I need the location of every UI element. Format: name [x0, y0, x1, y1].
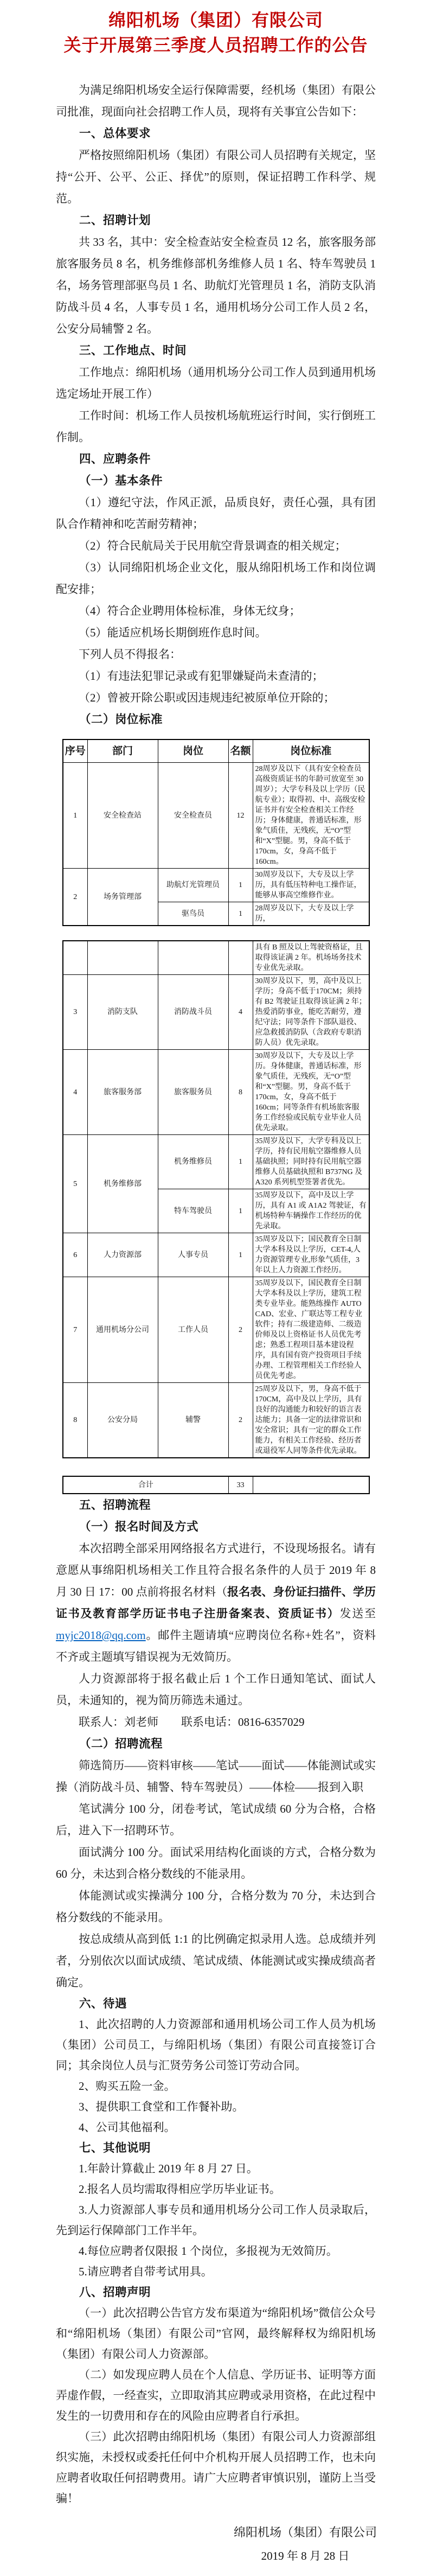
- table-row: [63, 1050, 369, 1135]
- para-work-place: 工作地点：绵阳机场（通用机场分公司工作人员到通用机场选定场址开展工作）: [56, 366, 376, 400]
- para-note-5: 5.请应聘者自带考试用具。: [79, 2265, 213, 2278]
- cell-total-quota: 33: [228, 1476, 253, 1494]
- cell-total-label: 合计: [63, 1476, 228, 1494]
- cell-quota: 4: [228, 975, 253, 1050]
- cell-quota: 1: [228, 869, 253, 902]
- cell-dept: 场务管理部: [87, 869, 158, 926]
- cell-standard: 30周岁及以下，男，高中及以上学历；身高不低于170CM；须持有 B2 驾驶证且取得该证满 2 年；热爱消防事业，能吃苦耐劳，遵纪守法；同等条件下部队退役、应急救援消防队（含政府专职消防人员）优先录取。: [253, 975, 369, 1050]
- cell-seq: 4: [63, 1050, 87, 1135]
- cell-post: 消防战斗员: [158, 975, 228, 1050]
- para-statement-3: （三）此次招聘由绵阳机场（集团）有限公司人力资源部组织实施，未授权或委托任何中介机构开展人员招聘工作，也未向应聘者收取任何招聘费用。请广大应聘者审慎识别，谨防上当受骗！: [56, 2430, 376, 2505]
- cell-standard: 30周岁及以下，大专及以上学历，具有低压特种电工操作证，能够从事高空维修作业。: [253, 869, 369, 902]
- cell-dept: 安全检查站: [87, 763, 158, 869]
- cell-post: 特车驾驶员: [158, 1189, 228, 1233]
- apply-text-1: 本次招聘全部采用网络报名方式进行，不设现场报名。请有意愿从事绵阳机场相关工作且符合报名条件的人员于 2019 年 8 月 30 日 17：00 点前将报名材料（: [56, 1542, 376, 1598]
- para-welfare-1: 1、此次招聘的人力资源部和通用机场公司工作人员为机场（集团）公司员工，与绵阳机场（集团）有限公司直接签订合同；其余岗位人员与汇贤劳务公司签订劳动合同。: [56, 2018, 376, 2072]
- para-basic-5: （5）能适应机场长期倒班作息时间。: [79, 626, 267, 639]
- intro-paragraph: 为满足绵阳机场安全运行保障需要，经机场（集团）有限公司批准，现面向社会招聘工作人员，现将有关事宜公告如下：: [56, 84, 376, 118]
- cell-total-standard: [253, 1476, 369, 1494]
- para-process-flow: 筛选简历——资料审核——笔试——面试——体能测试或实操（消防战斗员、辅警、特车驾驶员）——体检——报到入职: [56, 1759, 376, 1794]
- header-dept: 部门: [87, 739, 158, 763]
- para-note-3: 3.人力资源部人事专员和通用机场分公司工作人员录取后，先到运行保障部门工作半年。: [56, 2203, 376, 2237]
- apply-text-2: 发送至: [339, 1607, 376, 1620]
- cell-post: 安全检查员: [158, 763, 228, 869]
- cell-standard: 28周岁及以下，大专及以上学历，: [253, 902, 369, 926]
- section-8-heading: 八、招聘声明: [79, 2286, 151, 2299]
- header-seq: 序号: [63, 739, 87, 763]
- cell-seq: [63, 941, 87, 975]
- cell-dept: 通用机场分公司: [87, 1277, 158, 1383]
- para-notify: 人力资源部将于报名截止后 1 个工作日通知笔试、面试人员，未通知的，视为简历筛选未通过。: [56, 1672, 376, 1707]
- para-statement-1: （一）此次招聘公告官方发布渠道为“绵阳机场”微信公众号和“绵阳机场（集团）有限公司”官网，最终解释权为绵阳机场（集团）有限公司人力资源部。: [56, 2306, 376, 2361]
- para-note-4: 4.每位应聘者仅限报 1 个岗位，多报视为无效简历。: [79, 2245, 338, 2258]
- signature-block: [234, 2521, 377, 2567]
- para-note-2: 2.报名人员均需取得相应学历毕业证书。: [79, 2183, 281, 2196]
- table-row: [63, 1233, 369, 1277]
- job-table-part-2: [62, 940, 370, 1458]
- para-welfare-2: 2、购买五险一金。: [79, 2080, 176, 2093]
- section-5-heading: 五、招聘流程: [79, 1499, 151, 1512]
- cell-dept: 旅客服务部: [87, 1050, 158, 1135]
- para-basic-3: （3）认同绵阳机场企业文化，服从绵阳机场工作和岗位调配安排；: [56, 561, 376, 596]
- cell-standard: 35周岁及以下；国民教育全日制大学本科及以上学历，CET-4,人力资源管理专业,形象气质佳，3 年以上人力资源工作经历。: [253, 1233, 369, 1277]
- signature-date: 2019 年 8 月 28 日: [261, 2549, 350, 2562]
- page-break-gap: [56, 926, 376, 940]
- title-line-1: 绵阳机场（集团）有限公司: [108, 10, 323, 30]
- cell-seq: 3: [63, 975, 87, 1050]
- header-standard: 岗位标准: [253, 739, 369, 763]
- table-row: [63, 1383, 369, 1458]
- cell-standard: 25周岁及以下，男，身高不低于170CM，高中及以上学历，具有良好的沟通能力和较好的语言表达能力；具备一定的法律常识和安全常识；具有一定的群众工作能力，有相关工作经验、经历者或退役军人同等条件优先录取。: [253, 1383, 369, 1458]
- para-statement-2: （二）如发现应聘人员在个人信息、学历证书、证明等方面弄虚作假，一经查实，立即取消其应聘或录用资格，在此过程中发生的一切费用和存在的风险由应聘者自行承担。: [56, 2368, 376, 2422]
- cell-seq: 1: [63, 763, 87, 869]
- table-row: [63, 941, 369, 975]
- job-table-part-1: [62, 739, 370, 926]
- section-4-sub1-heading: （一）基本条件: [79, 474, 163, 487]
- page-break-gap: [56, 1458, 376, 1476]
- para-not-allowed: 下列人员不得报名：: [79, 648, 181, 661]
- section-2-heading: 二、招聘计划: [79, 214, 151, 227]
- cell-quota: 12: [228, 763, 253, 869]
- cell-post: 机务维修员: [158, 1135, 228, 1189]
- para-not-allowed-1: （1）有违法犯罪记录或有犯罪嫌疑尚未查清的；: [79, 669, 324, 683]
- document-title: [56, 8, 376, 58]
- section-4-heading: 四、应聘条件: [79, 452, 151, 466]
- apply-materials-bold: 报名表、身份证扫描件、学历证书及教育部学历证书电子注册备案表、资质证书）: [56, 1585, 376, 1620]
- cell-dept: [87, 941, 158, 975]
- cell-seq: 5: [63, 1135, 87, 1233]
- cell-quota: 1: [228, 1189, 253, 1233]
- table-row: [63, 975, 369, 1050]
- para-welfare-3: 3、提供职工食堂和工作餐补助。: [79, 2100, 244, 2113]
- cell-dept: 公安分局: [87, 1383, 158, 1458]
- section-6-heading: 六、待遇: [79, 1997, 127, 2010]
- section-7-heading: 七、其他说明: [79, 2141, 151, 2154]
- table-header-row: [63, 739, 369, 763]
- cell-dept: 消防支队: [87, 975, 158, 1050]
- table-row: [63, 869, 369, 902]
- section-4-sub2-heading: （二）岗位标准: [79, 713, 163, 726]
- table-row: [63, 1135, 369, 1189]
- cell-standard: 35周岁及以下，高中及以上学历，具有 A1 或 A1A2 驾驶证，有机场特种车辆操作工作经历的优先录取。: [253, 1189, 369, 1233]
- header-post: 岗位: [158, 739, 228, 763]
- para-recruit-plan: 共 33 名，其中：安全检查站安全检查员 12 名，旅客服务部旅客服务员 8 名，机务维修部机务维修人员 1 名、特车驾驶员 1 名，场务管理部驱鸟员 1 名、助航灯光管理员 1 名，消防支队消防战斗员 4 名，人事专员 1 名，通用机场分公司工作人员 2 名，公安分局辅警 2 名。: [56, 235, 376, 335]
- para-interview: 面试满分 100 分。面试采用结构化面谈的方式，合格分数为 60 分，未达到合格分数线的不能录用。: [56, 1846, 376, 1880]
- email-link[interactable]: myjc2018@qq.com: [56, 1629, 146, 1642]
- cell-post: 旅客服务员: [158, 1050, 228, 1135]
- cell-standard: 35周岁及以下，国民教育全日制大学本科及以上学历，建筑工程类专业毕业。能熟练操作 AUTO CAD、宏业、广联达等工程专业软件；持有二级建造师、二级造价师及以上资格证书人员优先考虑；熟悉工程项目基本建设程序，具有国有资产投资项目手续办理、工程管理相关工作经验人员优先考虑。: [253, 1277, 369, 1383]
- para-physical-test: 体能测试或实操满分 100 分，合格分数为 70 分，未达到合格分数线的不能录用。: [56, 1889, 376, 1924]
- cell-post: [158, 941, 228, 975]
- cell-standard: 28周岁及以下（具有安全检查员高级资质证书的年龄可放宽至 30 周岁）；大学专科及以上学历（民航专业）；取得初、中、高级安检证书并有安全检查相关工作经历；身体健康，普通话标准，形象气质佳，无残疾，无“O”型和“X”型腿。男，身高不低于 170cm，女，身高不低于 160cm。: [253, 763, 369, 869]
- cell-seq: 2: [63, 869, 87, 926]
- cell-dept: 人力资源部: [87, 1233, 158, 1277]
- section-5-sub2-heading: （二）招聘流程: [79, 1737, 163, 1750]
- para-note-1: 1.年龄计算截止 2019 年 8 月 27 日。: [79, 2162, 258, 2175]
- cell-quota: 1: [228, 902, 253, 926]
- para-not-allowed-2: （2）曾被开除公职或因违规违纪被原单位开除的；: [79, 691, 335, 704]
- table-row: [63, 1277, 369, 1383]
- signature-company: 绵阳机场（集团）有限公司: [233, 2526, 377, 2539]
- cell-quota: 2: [228, 1277, 253, 1383]
- cell-standard: 具有 B 照及以上驾驶资格证，且取得该证满 2 年。机场场务技术专业优先录取。: [253, 941, 369, 975]
- header-quota: 名额: [228, 739, 253, 763]
- cell-quota: [228, 941, 253, 975]
- cell-post: 辅警: [158, 1383, 228, 1458]
- cell-standard: 35周岁及以下，大学专科及以上学历，持有民用航空器维修人员基础执照；同时持有民用航空器维修人员基础执照和 B737NG 及 A320 系列机型签署者优先。: [253, 1135, 369, 1189]
- cell-quota: 2: [228, 1383, 253, 1458]
- cell-post: 工作人员: [158, 1277, 228, 1383]
- cell-post: 人事专员: [158, 1233, 228, 1277]
- cell-seq: 6: [63, 1233, 87, 1277]
- para-apply-method: [56, 1538, 376, 1668]
- para-written-test: 笔试满分 100 分，闭卷考试，笔试成绩 60 分为合格，合格后，进入下一招聘环节。: [56, 1802, 376, 1837]
- cell-quota: 1: [228, 1135, 253, 1189]
- para-final-selection: 按总成绩从高到低 1:1 的比例确定拟录用人选。总成绩并列者，分别依次以面试成绩、笔试成绩、体能测试或实操成绩高者确定。: [56, 1933, 376, 1989]
- cell-dept: 机务维修部: [87, 1135, 158, 1233]
- cell-quota: 1: [228, 1233, 253, 1277]
- job-table-total: [62, 1476, 370, 1494]
- para-basic-2: （2）符合民航局关于民用航空背景调查的相关规定；: [79, 539, 346, 552]
- section-5-sub1-heading: （一）报名时间及方式: [79, 1520, 199, 1533]
- para-welfare-4: 4、公司其他福利。: [79, 2121, 176, 2134]
- para-basic-1: （1）遵纪守法，作风正派，品质良好，责任心强，具有团队合作精神和吃苦耐劳精神；: [56, 496, 376, 531]
- cell-quota: 8: [228, 1050, 253, 1135]
- para-overall-requirement: 严格按照绵阳机场（集团）有限公司人员招聘有关规定，坚持“公开、公平、公正、择优”的原则，保证招聘工作科学、规范。: [56, 149, 376, 205]
- title-line-2: 关于开展第三季度人员招聘工作的公告: [63, 35, 368, 55]
- apply-text-3: 。邮件主题请填“应聘岗位名称+姓名”，资料不齐或主题填写错误视为无效简历。: [56, 1629, 376, 1663]
- para-work-time: 工作时间：机场工作人员按机场航班运行时间，实行倒班工作制。: [56, 409, 376, 444]
- cell-seq: 7: [63, 1277, 87, 1383]
- para-contact: 联系人：刘老师 联系电话：0816-6357029: [79, 1716, 305, 1729]
- para-basic-4: （4）符合企业聘用体检标准，身体无纹身；: [79, 604, 301, 617]
- table-total-row: [63, 1476, 369, 1494]
- cell-post: 助航灯光管理员: [158, 869, 228, 902]
- cell-post: 驱鸟员: [158, 902, 228, 926]
- section-3-heading: 三、工作地点、时间: [79, 344, 187, 357]
- cell-seq: 8: [63, 1383, 87, 1458]
- table-row: [63, 763, 369, 869]
- section-1-heading: 一、总体要求: [79, 127, 151, 140]
- cell-standard: 30周岁及以下，大专及以上学历。身体健康，普通话标准，形象气质佳，无残疾，无“O”型和“X”型腿。男，身高不低于 170cm，女，身高不低于 160cm；同等条件有机场旅客服务工作经验或民航专业毕业人员优先录取。: [253, 1050, 369, 1135]
